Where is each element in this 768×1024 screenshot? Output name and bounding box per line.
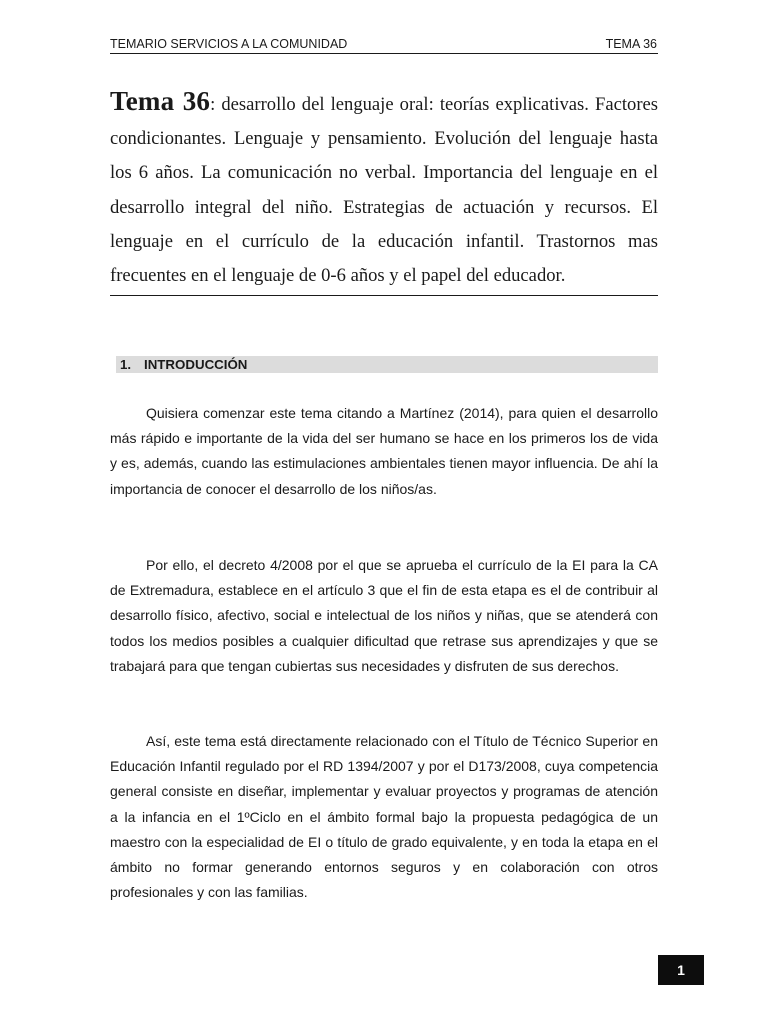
- section-number: 1.: [120, 357, 132, 372]
- page-header: [110, 37, 658, 54]
- topic-title-label: Tema 36: [110, 86, 211, 116]
- section-title: INTRODUCCIÓN: [144, 357, 248, 372]
- page-number: 1: [658, 955, 704, 985]
- header-right-text: TEMA 36: [605, 37, 657, 51]
- paragraph-1: Quisiera comenzar este tema citando a Martínez (2014), para quien el desarrollo más rápido e importante de la vida del ser humano se hace en los primeros los de vida y es, además, cuando las estimulaciones ambientales tienen mayor influencia. De ahí la importancia de conocer el desarrollo de los niños/as.: [110, 405, 658, 497]
- topic-title-text: : desarrollo del lenguaje oral: teorías explicativas. Factores condicionantes. Lenguaje y pensamiento. Evolución del lenguaje hasta los 6 años. La comunicación no verbal. Importancia del lenguaje en el desarrollo integral del niño. Estrategias de actuación y recursos. El lenguaje en el currículo de la educación infantil. Trastornos mas frecuentes en el lenguaje de 0-6 años y el papel del educador.: [110, 94, 659, 287]
- paragraph-2: Por ello, el decreto 4/2008 por el que se aprueba el currículo de la EI para la CA de Extremadura, establece en el artículo 3 que el fin de esta etapa es el de contribuir al desarrollo físico, afectivo, social e intelectual de los niños y niñas, que se atenderá con todos los medios posibles a cualquier dificultad que retrase sus aprendizajes y que se trabajará para que tengan cubiertas sus necesidades y disfruten de sus derechos.: [110, 557, 658, 674]
- topic-title: [110, 84, 658, 296]
- section-heading: [116, 356, 658, 373]
- header-left-text: TEMARIO SERVICIOS A LA COMUNIDAD: [110, 37, 348, 51]
- paragraph-3: Así, este tema está directamente relacionado con el Título de Técnico Superior en Educación Infantil regulado por el RD 1394/2007 y por el D173/2008, cuya competencia general consiste en diseñar, implementar y evaluar proyectos y programas de atención a la infancia en el 1ºCiclo en el ámbito formal bajo la propuesta pedagógica de un maestro con la especialidad de EI o título de grado equivalente, y en toda la etapa en el ámbito no formar generando entornos seguros y en colaboración con otros profesionales y con las familias.: [110, 733, 658, 901]
